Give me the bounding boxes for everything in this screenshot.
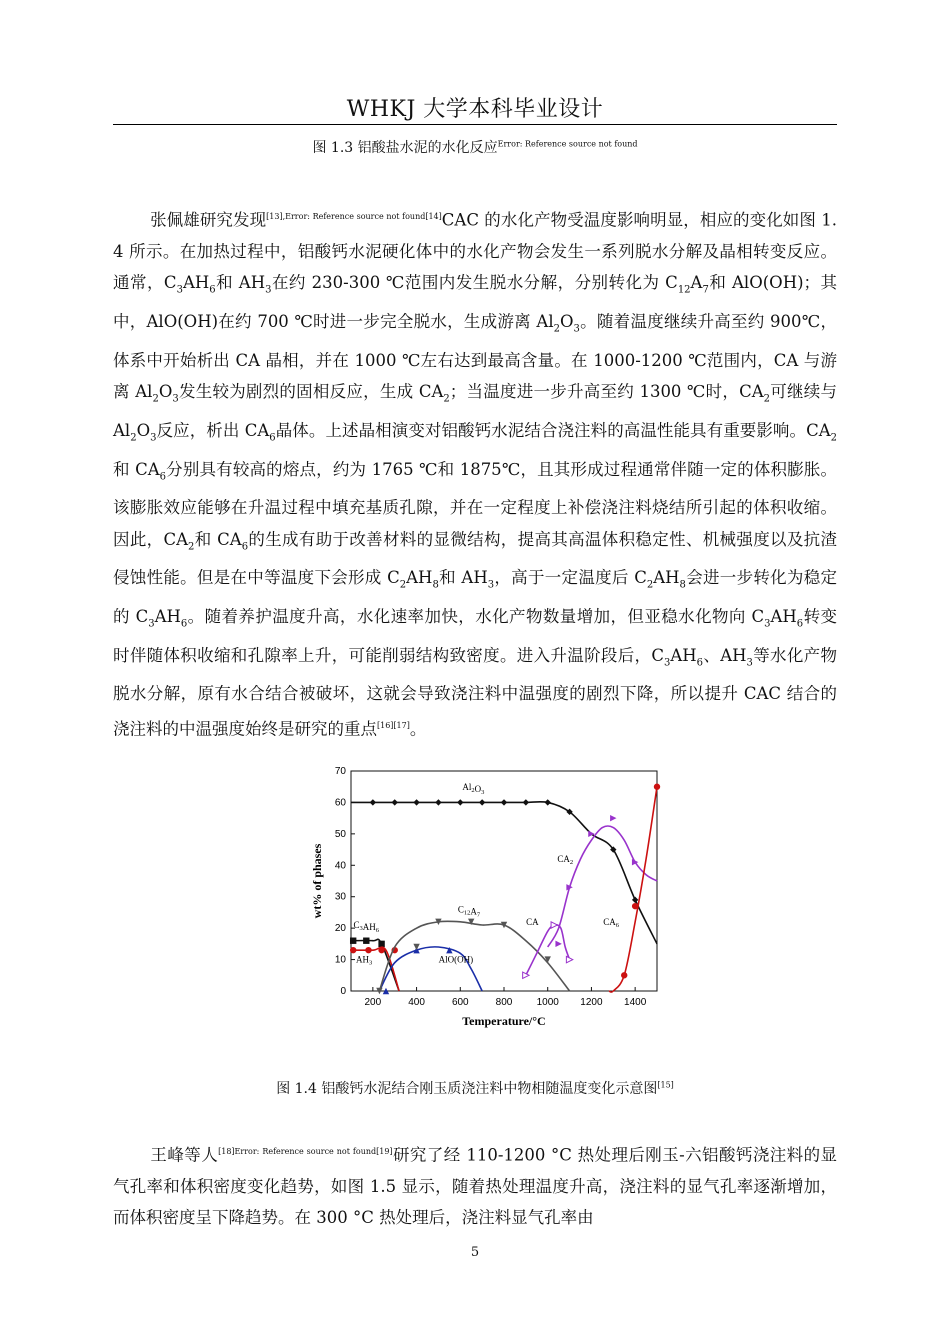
p1-sub: 2 [443, 393, 450, 405]
y-tick-label: 10 [334, 954, 346, 966]
data-point [392, 799, 398, 805]
p1-s21: 和 AH [438, 568, 488, 588]
data-point [654, 784, 660, 790]
p1-s5: A [690, 273, 703, 293]
x-tick-label: 600 [451, 997, 469, 1008]
p1-s3: 和 AH [215, 273, 266, 293]
data-point [363, 938, 369, 944]
data-point [365, 947, 371, 953]
data-point [479, 799, 485, 805]
y-tick-label: 70 [334, 766, 346, 777]
p1-s27: AH [770, 607, 797, 627]
paragraph-2 [113, 1136, 837, 1234]
figure-caption-1-3 [113, 137, 837, 157]
series-label: $C_3AH_6$ [353, 920, 380, 935]
x-tick-label: 800 [495, 997, 513, 1008]
x-tick-label: 200 [364, 997, 382, 1008]
x-tick-label: 1000 [536, 997, 559, 1008]
data-point [457, 799, 463, 805]
series-line-ca6 [609, 787, 657, 992]
p1-sub: 6 [696, 657, 704, 669]
figure-1-4 [303, 757, 673, 1041]
series-label: $CA_2$ [557, 854, 574, 867]
y-tick-label: 40 [334, 860, 346, 872]
data-point [413, 799, 419, 805]
p1-s1a: 张佩雄研究发现 [150, 210, 267, 230]
p1-sub: 3 [764, 618, 771, 630]
p1-sub: 2 [763, 393, 771, 405]
series-label: $Al_2O_3$ [462, 781, 485, 796]
p1-sub: 2 [553, 323, 560, 335]
caption-text: 图 1.4 铝酸钙水泥结合刚玉质浇注料中物相随温度变化示意图 [276, 1081, 658, 1097]
p1-sub: 3 [573, 323, 580, 335]
p1-sub: 6 [180, 618, 188, 630]
p1-s14: 反应，析出 CA [156, 420, 270, 440]
p1-sub: 3 [487, 579, 495, 591]
y-tick-label: 30 [334, 891, 346, 903]
p1-ref1: [13],Error: Reference source not found[14] [266, 212, 442, 221]
p1-sub: 3 [148, 618, 155, 630]
paragraph-1 [113, 201, 837, 745]
data-point [501, 799, 507, 805]
p1-s4: 在约 230-300 ℃范围内发生脱水分解，分别转化为 C [271, 273, 678, 293]
caption-text: 图 1.3 铝酸盐水泥的水化反应 [312, 140, 498, 156]
y-tick-label: 0 [340, 986, 346, 997]
p2-s1: 王峰等人 [150, 1145, 219, 1165]
series-label: AlO(OH) [438, 954, 474, 965]
data-point [378, 941, 384, 947]
p1-sub: 7 [702, 284, 709, 296]
p1-s24: 会进一步转化为稳定的 C [113, 568, 838, 627]
data-point [551, 922, 557, 928]
p1-sub: 8 [679, 579, 686, 591]
p1-sub: 6 [159, 470, 166, 482]
p1-s11: ；当温度进一步升高至约 1300 ℃时，CA [449, 382, 764, 402]
p1-s26: 。随着养护温度升高，水化速率加快，水化产物数量增加，但亚稳水化物向 C [187, 607, 765, 627]
series-label: $AH_3$ [355, 954, 373, 967]
series-line-ca [526, 925, 570, 976]
data-point [370, 799, 376, 805]
p1-s29: AH [670, 645, 697, 665]
p1-s25: AH [154, 607, 181, 627]
phase-chart [303, 757, 673, 1037]
data-point [545, 799, 551, 805]
p1-sub: 2 [188, 540, 195, 552]
p1-s22: ，高于一定温度后 C [494, 568, 647, 588]
p1-s9: O [158, 382, 173, 402]
data-point [378, 947, 384, 953]
p1-sub: 12 [677, 284, 691, 296]
series-line-ca2 [548, 826, 657, 947]
p1-sub: 3 [265, 284, 272, 296]
x-axis-label: Temperature/°C [462, 1014, 546, 1028]
p1-sub: 3 [746, 657, 753, 669]
p1-sub: 2 [830, 432, 837, 444]
data-point [350, 938, 356, 944]
p1-sub: 8 [432, 579, 439, 591]
page-header: WHKJ 大学本科毕业设计 [346, 97, 604, 122]
p1-sub: 3 [150, 432, 157, 444]
p1-s18: 和 CA [194, 529, 242, 549]
x-tick-label: 1400 [624, 997, 647, 1008]
p1-s32: 。 [409, 719, 427, 739]
y-tick-label: 60 [334, 797, 346, 809]
series-label: $CA_6$ [603, 917, 619, 929]
p1-s17: 分别具有较高的熔点，约为 1765 ℃和 1875℃，且其形成过程通常伴随一定的体积膨胀。该膨胀效应能够在升温过程中填充基质孔隙，并在一定程度上补偿浇注料烧结所引起的体积收缩。因此，CA [113, 459, 837, 549]
series-label: CA [526, 917, 539, 927]
p1-s20: AH [406, 568, 433, 588]
p1-sub: 3 [176, 284, 183, 296]
p1-s8: 。随着温度继续升高至约 900℃，体系中开始析出 CA 晶相，并在 1000 ℃左右达到最高含量。在 1000-1200 ℃范围内，CA 与游离 Al [113, 312, 838, 402]
p2-error: Error: Reference source not found [234, 1147, 377, 1156]
p2-ref2: [19] [376, 1147, 393, 1156]
data-point [435, 799, 441, 805]
y-axis-label: wt% of phases [310, 843, 324, 919]
p2-s2: 研究了经 110-1200 °C 热处理后刚玉-六铝酸钙浇注料的显气孔率和体积密度变化趋势，如图 1.5 显示，随着热处理温度升高，浇注料的显气孔率逐渐增加，而体积密度呈下降趋势。在 300 °C 热处理后，浇注料显气孔率由 [113, 1145, 838, 1228]
p1-s6: 和 AlO(OH)；其中，AlO(OH)在约 700 ℃时进一步完全脱水，生成游离 Al [113, 273, 837, 332]
p1-s30: 、AH [703, 645, 747, 665]
p1-s31: 等水化产物脱水分解，原有水合结合被破坏，这就会导致浇注料中温强度的剧烈下降，所以提升 CAC 结合的浇注料的中温强度始终是研究的重点 [113, 645, 837, 739]
p1-s12: 可继续与 Al [113, 382, 838, 440]
data-point [555, 941, 561, 947]
p1-sub: 6 [269, 432, 276, 444]
series-line-c12a7 [379, 921, 569, 991]
p1-sub: 2 [152, 393, 159, 405]
header-rule [113, 124, 837, 125]
data-point [350, 947, 356, 953]
figure-caption-1-4 [113, 1078, 837, 1098]
data-point [621, 972, 627, 978]
p1-s16: 和 CA [113, 459, 160, 479]
data-point [523, 972, 529, 978]
p1-sub: 3 [663, 657, 671, 669]
p1-sub: 2 [130, 432, 137, 444]
p2-ref1: [18] [218, 1147, 235, 1156]
p1-s10: 发生较为剧烈的固相反应，生成 CA [178, 382, 444, 402]
p1-sub: 2 [646, 579, 654, 591]
caption-error: Error: Reference source not found [497, 139, 638, 149]
caption-ref: [15] [657, 1080, 674, 1090]
series-line-alooh [379, 947, 482, 991]
x-tick-label: 1200 [580, 997, 603, 1008]
p1-s7: O [560, 312, 574, 332]
p1-ref2: [16][17] [377, 720, 410, 730]
p1-s2: AH [182, 273, 210, 293]
p1-sub: 6 [796, 618, 804, 630]
y-tick-label: 50 [334, 828, 346, 840]
p1-s28: 转变时伴随体积收缩和孔隙率上升，可能削弱结构致密度。进入升温阶段后，C [113, 607, 837, 665]
p1-sub: 3 [172, 393, 179, 405]
p1-s15: 晶体。上述晶相演变对铝酸钙水泥结合浇注料的高温性能具有重要影响。CA [275, 420, 831, 440]
p1-sub: 2 [399, 579, 407, 591]
y-tick-label: 20 [334, 923, 346, 935]
data-point [610, 815, 616, 821]
data-point [523, 799, 529, 805]
p1-sub: 6 [241, 540, 249, 552]
x-tick-label: 400 [408, 997, 425, 1008]
data-point [632, 903, 638, 909]
p1-s1b: CAC 的水化产物受温度影响明显，相应的变化如图 1.4 所示。在加热过程中，铝酸钙水泥硬化体中的水化产物会发生一系列脱水分解及晶相转变反应。通常，C [113, 210, 838, 293]
page-number: 5 [470, 1245, 480, 1260]
p1-s19: 的生成有助于改善材料的显微结构，提高其高温体积稳定性、机械强度以及抗渣侵蚀性能。但是在中等温度下会形成 C [113, 529, 838, 588]
data-point [632, 897, 638, 903]
series-label: $C_{12}A_7$ [457, 904, 481, 919]
p1-s13: O [136, 420, 151, 440]
p1-sub: 6 [209, 284, 216, 296]
p1-s23: AH [653, 568, 680, 588]
